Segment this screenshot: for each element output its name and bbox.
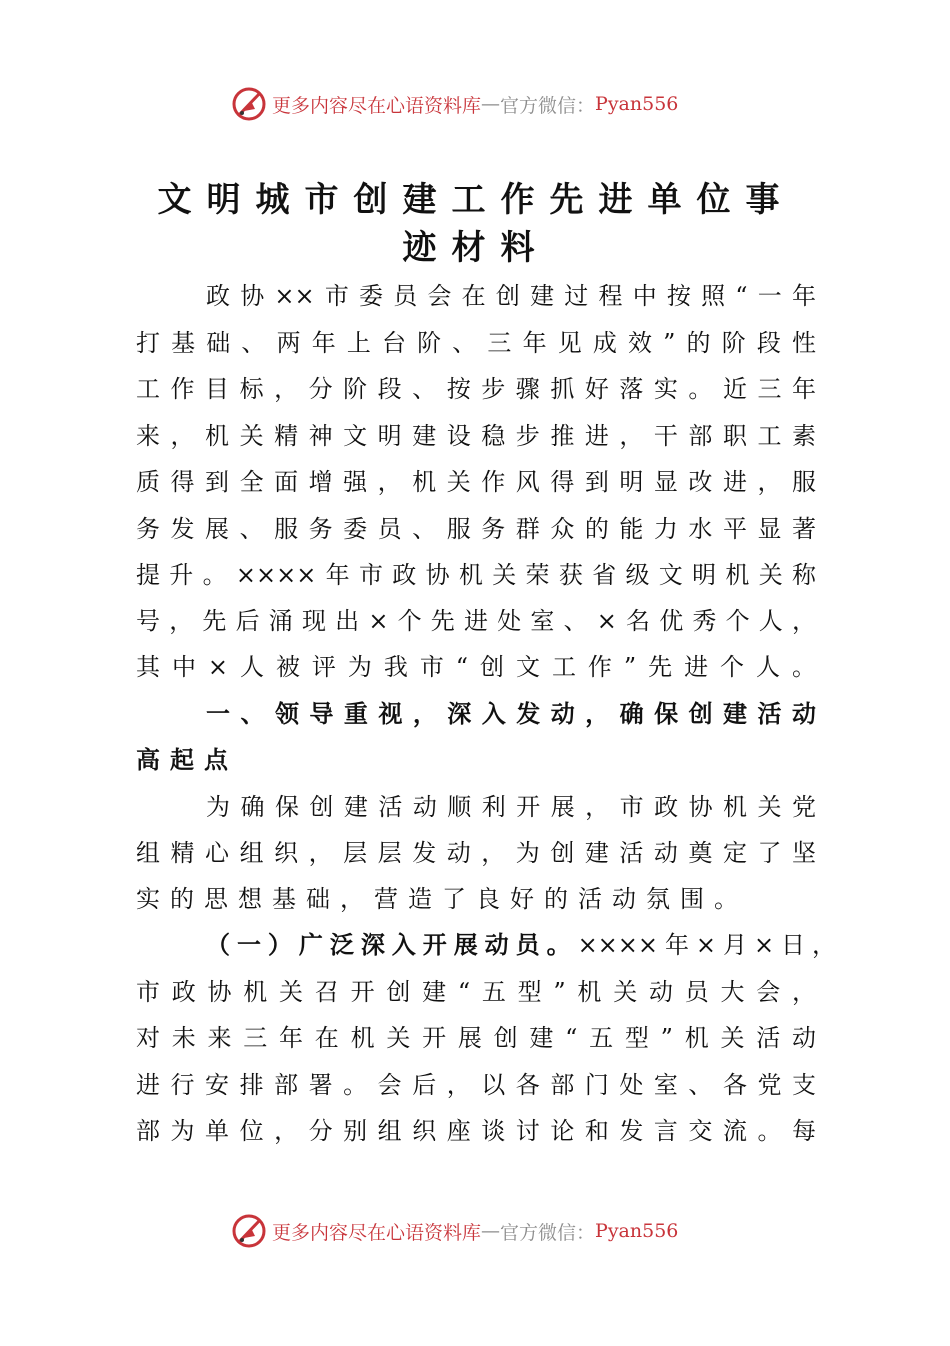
banner-wechat-id: Pyan556 (595, 1220, 679, 1242)
banner-brand-text: 更多内容尽在心语资料库 (272, 94, 482, 117)
banner-wechat-label: 官方微信： (500, 94, 596, 117)
document-title-line-1: 文明城市创建工作先进单位事 (157, 180, 795, 220)
section-heading-line: 高起点 (136, 745, 238, 774)
body-text-line: 为确保创建活动顺利开展，市政协机关党 (206, 793, 816, 821)
header-watermark-banner (230, 84, 730, 124)
body-text-line: 实的思想基础，营造了良好的活动氛围。 (136, 885, 748, 913)
banner-brand-text: 更多内容尽在心语资料库 (272, 1221, 482, 1244)
body-text-line: 其中×人被评为我市“创文工作”先进个人。 (136, 653, 816, 681)
body-text-line: 进行安排部署。会后，以各部门处室、各党支 (136, 1071, 816, 1099)
document-title-line-2: 迹材料 (402, 228, 550, 268)
body-text-line: 市政协机关召开创建“五型”机关动员大会， (136, 978, 816, 1006)
subsection-date: ××××年×月×日， (577, 931, 836, 959)
section-heading-line: 一、领导重视，深入发动，确保创建活动 (206, 699, 816, 728)
subsection-heading: （一）广泛深入开展动员。 (206, 930, 578, 959)
body-text-line: 质得到全面增强，机关作风得到明显改进，服 (136, 468, 816, 496)
body-text-line: 部为单位，分别组织座谈讨论和发言交流。每 (136, 1117, 816, 1145)
body-text-line: 来，机关精神文明建设稳步推进，干部职工素 (136, 422, 816, 450)
body-text-line: 工作目标，分阶段、按步骤抓好落实。近三年 (136, 375, 816, 403)
banner-dash: — (481, 1220, 501, 1242)
subsection-heading-line (206, 922, 836, 968)
footer-watermark-banner (230, 1211, 730, 1251)
banner-wechat-label: 官方微信： (500, 1221, 596, 1244)
body-text-line: 打基础、两年上台阶、三年见成效”的阶段性 (136, 329, 816, 357)
body-text-line: 提升。××××年市政协机关荣获省级文明机关称 (136, 561, 816, 589)
banner-dash: — (481, 93, 501, 115)
brand-logo-icon (230, 85, 268, 123)
body-text-line: 组精心组织，层层发动，为创建活动奠定了坚 (136, 839, 816, 867)
body-text-line: 政协××市委员会在创建过程中按照“一年 (206, 282, 816, 310)
body-text-line: 对未来三年在机关开展创建“五型”机关活动 (136, 1024, 816, 1052)
body-text-line: 务发展、服务委员、服务群众的能力水平显著 (136, 515, 816, 543)
brand-logo-icon (230, 1212, 268, 1250)
banner-wechat-id: Pyan556 (595, 93, 679, 115)
body-text-line: 号，先后涌现出×个先进处室、×名优秀个人， (136, 607, 816, 635)
